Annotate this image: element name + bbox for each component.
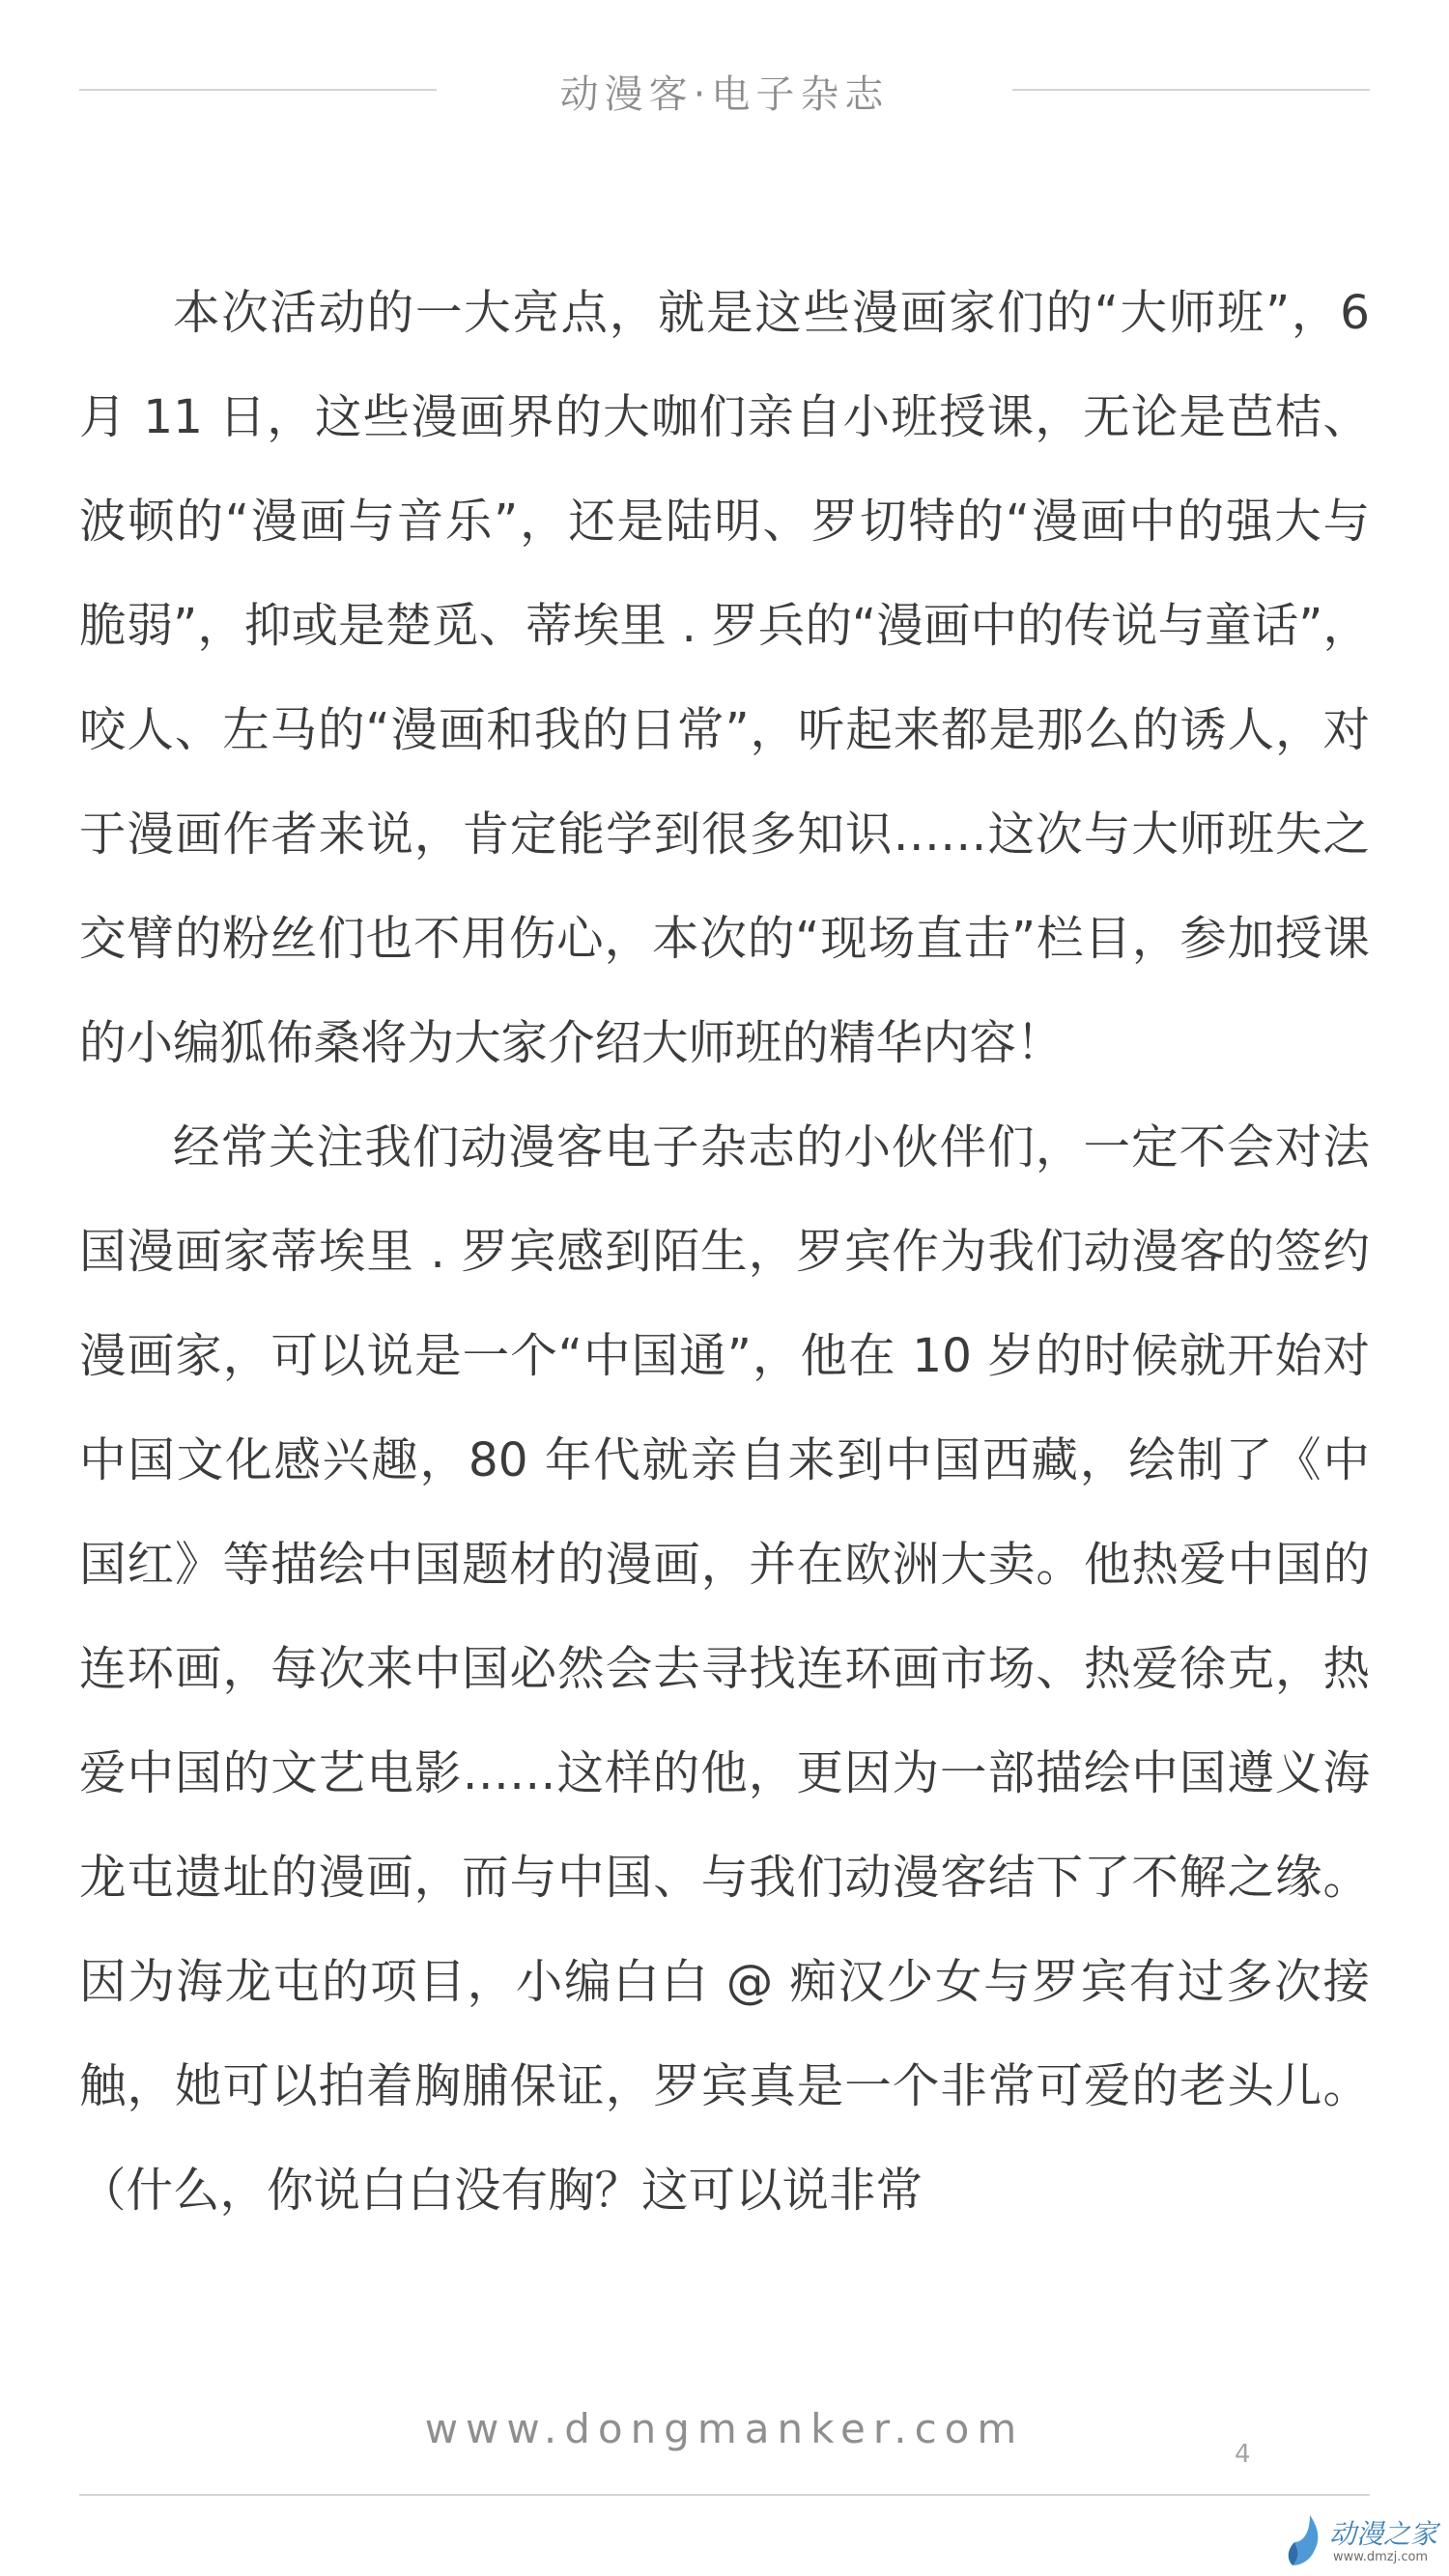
header-divider-right <box>1012 89 1370 91</box>
footer-divider <box>79 2494 1370 2496</box>
watermark-title: 动漫之家 <box>1329 2518 1438 2550</box>
website-url: www.dongmanker.com <box>424 2405 1025 2452</box>
page-header <box>0 56 1449 124</box>
dmzj-logo-icon <box>1285 2513 1327 2567</box>
paragraph-1: 本次活动的一大亮点，就是这些漫画家们的“大师班”，6 月 11 日，这些漫画界的大咖们亲自小班授课，无论是芭桔、波顿的“漫画与音乐”，还是陆明、罗切特的“漫画中的强大与脆弱”，抑或是楚觅、蒂埃里 . 罗兵的“漫画中的传说与童话”，咬人、左马的“漫画和我的日常”，听起来都是那么的诱人，对于漫画作者来说，肯定能学到很多知识……这次与大师班失之交臂的粉丝们也不用伤心，本次的“现场直击”栏目，参加授课的小编狐佈桑将为大家介绍大师班的精华内容！ <box>79 286 1370 1070</box>
page-footer <box>0 2405 1449 2502</box>
watermark-url: www.dmzj.com <box>1333 2550 1429 2564</box>
page-number: 4 <box>1235 2440 1251 2469</box>
header-divider-left <box>79 89 437 91</box>
magazine-title: 动漫客·电子杂志 <box>559 72 890 117</box>
watermark <box>1285 2507 1449 2575</box>
article-body <box>79 261 1370 2299</box>
paragraph-2: 经常关注我们动漫客电子杂志的小伙伴们，一定不会对法国漫画家蒂埃里 . 罗宾感到陌生，罗宾作为我们动漫客的签约漫画家，可以说是一个“中国通”，他在 10 岁的时候就开始对中国文化感兴趣，80 年代就亲自来到中国西藏，绘制了《中国红》等描绘中国题材的漫画，并在欧洲大卖。他热爱中国的连环画，每次来中国必然会去寻找连环画市场、热爱徐克，热爱中国的文艺电影……这样的他，更因为一部描绘中国遵义海龙屯遗址的漫画，而与中国、与我们动漫客结下了不解之缘。因为海龙屯的项目，小编白白 @ 痴汉少女与罗宾有过多次接触，她可以拍着胸脯保证，罗宾真是一个非常可爱的老头儿。（什么，你说白白没有胸？这可以说非常 <box>79 1120 1370 2218</box>
